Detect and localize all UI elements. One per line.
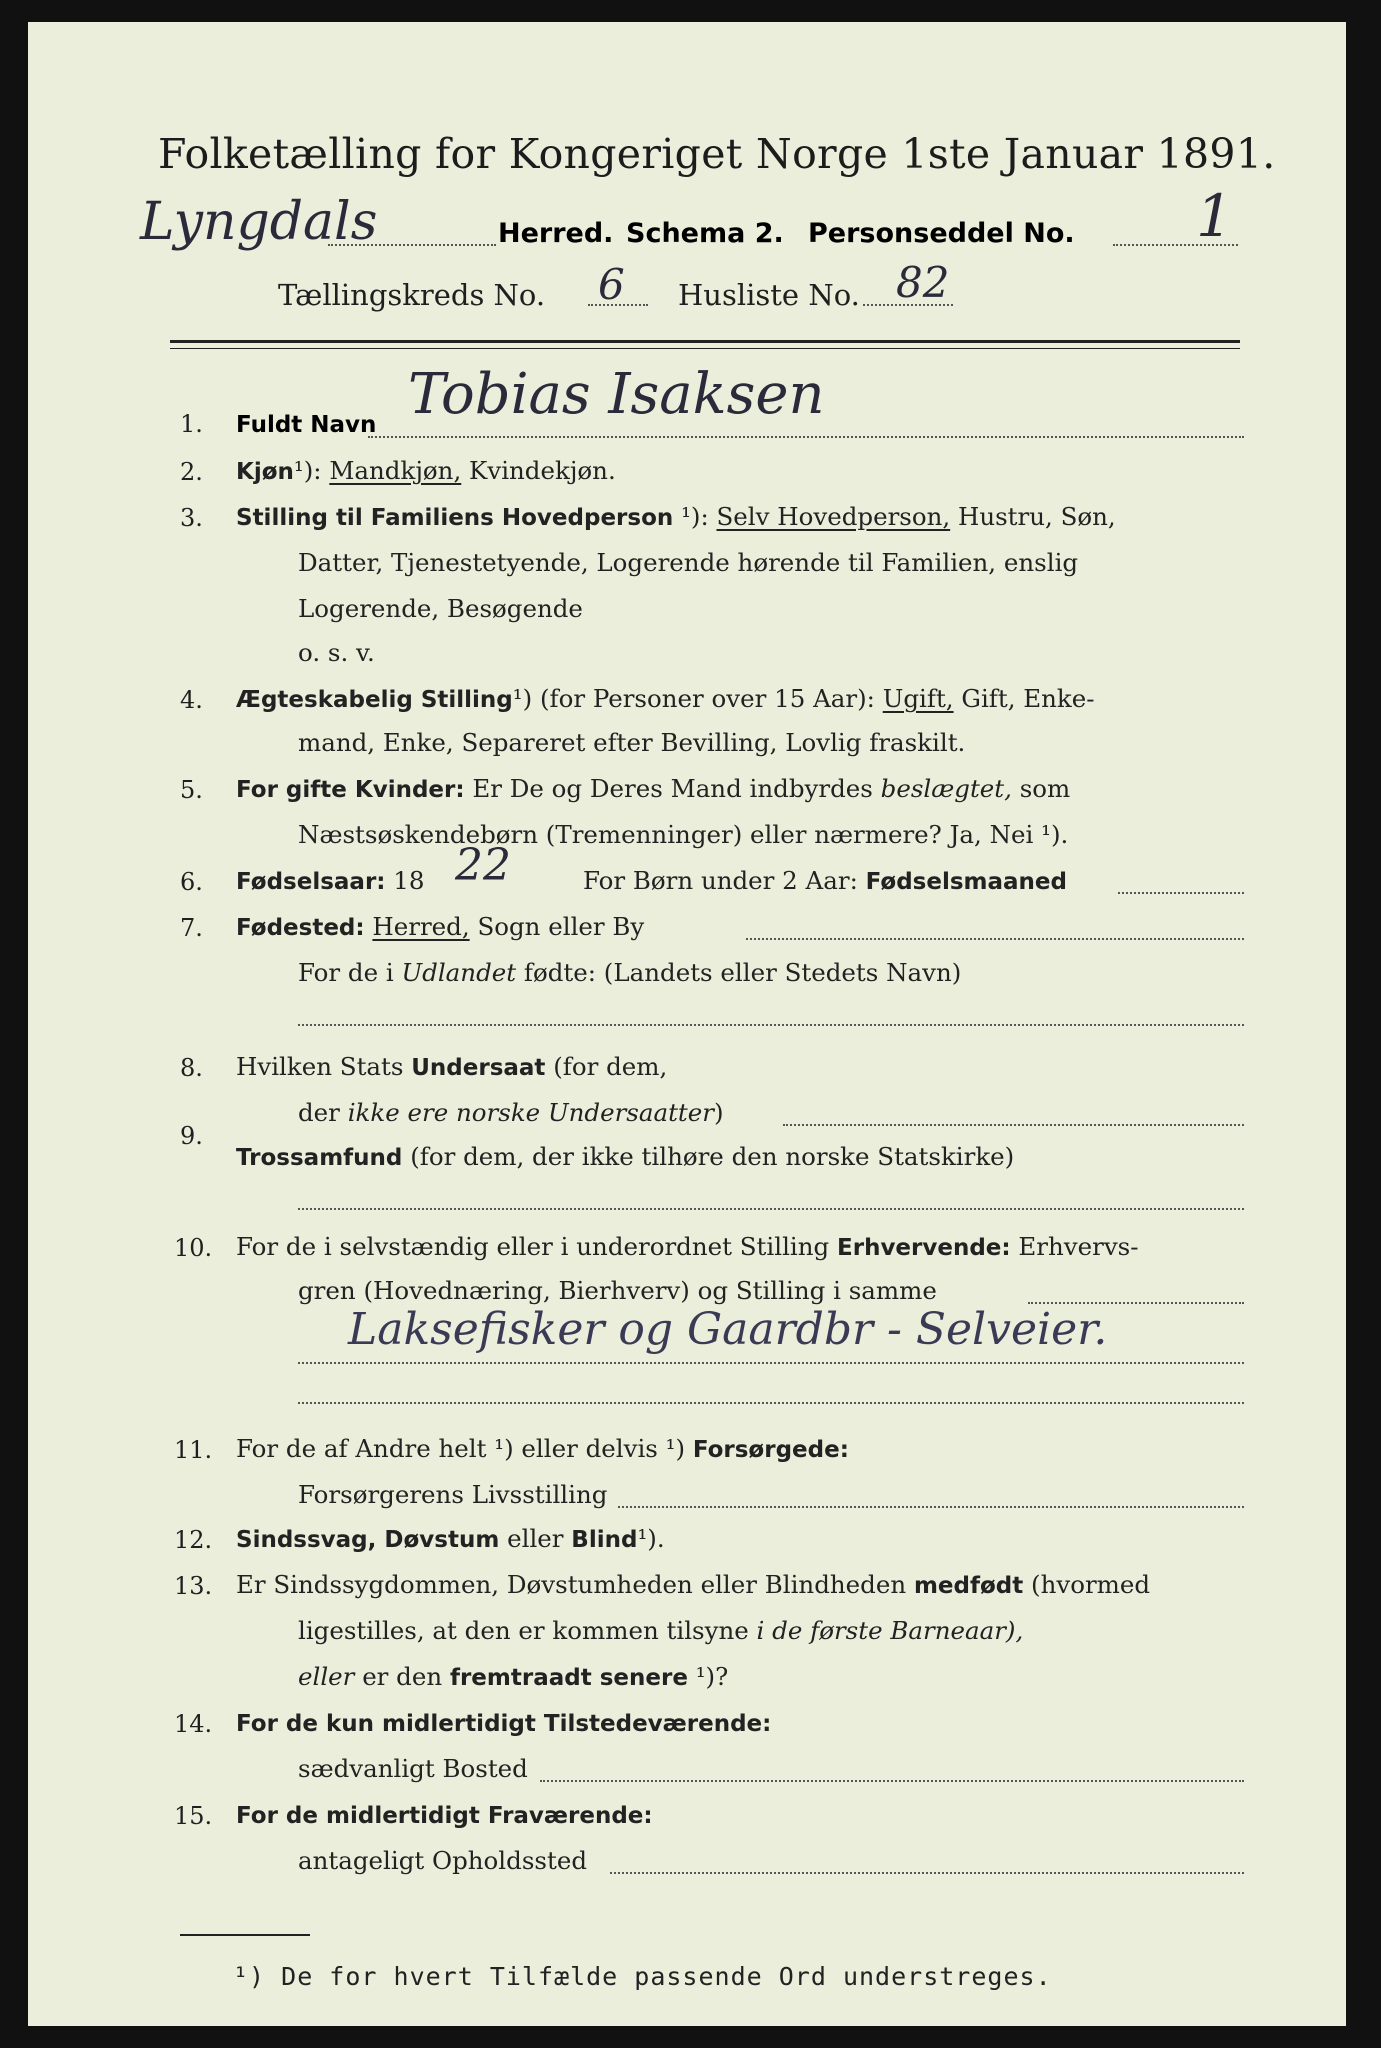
q4-option-selected: Ugift, <box>882 684 954 713</box>
q7-option-selected: Herred, <box>372 912 470 941</box>
q8-text2: (for dem, <box>553 1052 668 1081</box>
q11-label: Forsørgede: <box>692 1437 849 1463</box>
q5-label: For gifte Kvinder: <box>236 777 465 803</box>
q3-options: Hustru, Søn, <box>957 502 1116 531</box>
q5-italic: beslægtet, <box>880 774 1012 803</box>
census-form-sheet: Folketælling for Kongeriget Norge 1ste Januar 1891. Lyngdals Herred. Schema 2. Personseddel No. 1 Tællingskreds No. 6 Husliste No. 82 1. Fuldt Navn Tobias Isaksen 2. Kjøn¹): Mandkjøn, Kvindekjøn. 3. Stilling til Familiens Hovedperson ¹): Selv Hovedperson, Hustru, Søn, Datter, Tjenestetyende, Logerende hørende til Familien, enslig Logerende, Besøgende o. s. v. 4. Ægteskabelig Stilling¹) (for Personer over 15 Aar): Ugift, Gift, Enke- mand, Enke, Separeret efter Bevilling, Lovlig fraskilt. 5. For gifte Kvinder: Er De og Deres Mand indbyrdes beslægtet, som Næstsøskendebørn (Tremenninger) eller nærmere? Ja, Nei ¹). 6. Fødselsaar: 18 22 For Børn under 2 Aar: Fødselsmaaned 7. Fødested: Herred, Sogn eller By For de i Udlandet fødte: (Landets eller Stedets Navn) 8. Hvilken Stats Undersaat (for dem, der ikke ere norske Undersaatter) 9. Trossamfund (for dem, der ikke tilhøre den norske Statskirke) 10. For de i selvstændig eller i underordnet Stilling Erhvervende: Erhvervs- gren (Hovednæring, Bierhverv) og Stilling i samme Laksefisker og Gaardbr - Selveier. 11. For de af Andre helt ¹) eller delvis ¹) Forsørgede: Forsørgerens Livsstilling 12. Sindssvag, Døvstum eller Blind¹). 13. Er Sindssygdommen, Døvstumheden eller Blindheden medfødt (hvormed ligestilles, at den er kommen tilsyne i de første Barneaar), eller er den fremtraadt senere ¹)? 14. For de kun midlertidigt Tilstedeværende: sædvanligt Bosted 15. For de midlertidigt Fraværende: antageligt Opholdssted ¹) De for hvert Tilfælde passende Ord understreges. <box>28 22 1346 2026</box>
q10-text: For de i selvstændig eller i underordnet Stilling <box>236 1232 830 1261</box>
q12-label: Sindssvag, Døvstum <box>236 1527 500 1553</box>
kreds-label: Tællingskreds No. <box>278 278 546 312</box>
schema-label: Schema 2. <box>626 218 784 249</box>
q13-line3c: ¹)? <box>695 1662 729 1691</box>
q15-number: 15. <box>174 1802 213 1830</box>
q9-label: Trossamfund <box>236 1145 403 1171</box>
q13-line2-italic: i de første Barneaar), <box>756 1616 1024 1645</box>
herred-handwritten: Lyngdals <box>140 192 378 252</box>
personseddel-label: Personseddel No. <box>808 218 1075 249</box>
q15-line2: antageligt Opholdssted <box>298 1846 587 1875</box>
q1-number: 1. <box>180 410 203 438</box>
header-rule-thin <box>170 348 1240 349</box>
q10-label: Erhvervende: <box>837 1235 1011 1261</box>
header-rule-thick <box>170 340 1240 343</box>
q3-label: Stilling til Familiens Hovedperson <box>236 505 674 531</box>
q13-text-end: (hvormed <box>1031 1570 1151 1599</box>
q6-year-handwritten: 22 <box>455 840 511 891</box>
q13-line3a: er den <box>362 1662 443 1691</box>
q10-occupation-handwritten: Laksefisker og Gaardbr - Selveier. <box>348 1304 1108 1355</box>
q5-line2: Næstsøskendebørn (Tremenninger) eller nærmere? Ja, Nei ¹). <box>298 820 1069 849</box>
q2-label: Kjøn <box>236 459 294 485</box>
q10-text-end: Erhvervs- <box>1018 1232 1139 1261</box>
q7-options: Sogn eller By <box>477 912 645 941</box>
q8-line2-italic: ikke ere norske Undersaatter <box>347 1098 714 1127</box>
q12-number: 12. <box>174 1526 213 1554</box>
q13-line2a: ligestilles, at den er kommen tilsyne <box>298 1616 749 1645</box>
kreds-handwritten: 6 <box>598 260 625 309</box>
q14-line2: sædvanligt Bosted <box>298 1754 528 1783</box>
q9-number: 9. <box>180 1122 203 1150</box>
q12-label2: Blind <box>571 1527 638 1553</box>
footnote: ¹) De for hvert Tilfælde passende Ord understreges. <box>233 1962 1052 1991</box>
q10-number: 10. <box>174 1234 213 1262</box>
q4-line2: mand, Enke, Separeret efter Bevilling, Lovlig fraskilt. <box>298 728 966 757</box>
q7-line2-italic: Udlandet <box>401 958 517 987</box>
q4-text: (for Personer over 15 Aar): <box>539 684 875 713</box>
q13-line3-bold: fremtraadt senere <box>449 1665 688 1691</box>
q5-number: 5. <box>180 776 203 804</box>
q4-number: 4. <box>180 686 203 714</box>
q12-end: ¹). <box>637 1524 665 1553</box>
footnote-rule <box>180 1934 310 1936</box>
q5-text: Er De og Deres Mand indbyrdes <box>472 774 873 803</box>
q7-line2a: For de i <box>298 958 394 987</box>
q4-label: Ægteskabelig Stilling <box>236 687 513 713</box>
q3-line2: Datter, Tjenestetyende, Logerende hørende til Familien, enslig <box>298 548 1079 577</box>
q7-number: 7. <box>180 914 203 942</box>
q12-text: eller <box>507 1524 564 1553</box>
q8-text: Hvilken Stats <box>236 1052 404 1081</box>
q2-sup: ¹): <box>293 456 322 485</box>
q3-line4: o. s. v. <box>298 638 375 667</box>
husliste-handwritten: 82 <box>896 258 950 307</box>
q4-options: Gift, Enke- <box>961 684 1095 713</box>
q14-label: For de kun midlertidigt Tilstedeværende: <box>236 1711 772 1737</box>
q14-number: 14. <box>174 1710 213 1738</box>
q6-label2: Fødselsmaaned <box>865 869 1067 895</box>
q2-option-selected: Mandkjøn, <box>329 456 462 485</box>
q11-number: 11. <box>174 1436 213 1464</box>
q10-line2: gren (Hovednæring, Bierhverv) og Stilling i samme <box>298 1276 937 1305</box>
q5-text-end: som <box>1019 774 1071 803</box>
q13-label: medfødt <box>913 1573 1024 1599</box>
q9-text: (for dem, der ikke tilhøre den norske Statskirke) <box>410 1142 1015 1171</box>
q1-label: Fuldt Navn <box>236 412 377 438</box>
q13-number: 13. <box>174 1572 213 1600</box>
q6-number: 6. <box>180 868 203 896</box>
q3-sup: ¹): <box>681 502 709 531</box>
q2-option: Kvindekjøn. <box>469 456 616 485</box>
q7-line2b: fødte: (Landets eller Stedets Navn) <box>523 958 962 987</box>
q8-line2a: der <box>298 1098 340 1127</box>
q11-line2: Forsørgerens Livsstilling <box>298 1480 608 1509</box>
q3-number: 3. <box>180 504 203 532</box>
q1-name-handwritten: Tobias Isaksen <box>408 362 825 427</box>
q7-label: Fødested: <box>236 915 365 941</box>
q11-text: For de af Andre helt ¹) eller delvis ¹) <box>236 1434 686 1463</box>
q8-label: Undersaat <box>411 1055 546 1081</box>
husliste-label: Husliste No. <box>678 278 860 312</box>
q6-text: For Børn under 2 Aar: <box>583 866 858 895</box>
q15-label: For de midlertidigt Fraværende: <box>236 1803 653 1829</box>
form-title: Folketælling for Kongeriget Norge 1ste Januar 1891. <box>158 130 1276 178</box>
personseddel-handwritten: 1 <box>1196 182 1233 250</box>
herred-label: Herred. <box>498 218 614 249</box>
q8-number: 8. <box>180 1054 203 1082</box>
q3-line3: Logerende, Besøgende <box>298 594 583 623</box>
q13-text: Er Sindssygdommen, Døvstumheden eller Blindheden <box>236 1570 907 1599</box>
q6-year-prefix: 18 <box>393 866 425 895</box>
q6-label: Fødselsaar: <box>236 869 386 895</box>
q2-number: 2. <box>180 458 203 486</box>
q13-line3-italic: eller <box>298 1662 355 1691</box>
q3-option-selected: Selv Hovedperson, <box>716 502 951 531</box>
q4-sup: ¹) <box>512 684 533 713</box>
